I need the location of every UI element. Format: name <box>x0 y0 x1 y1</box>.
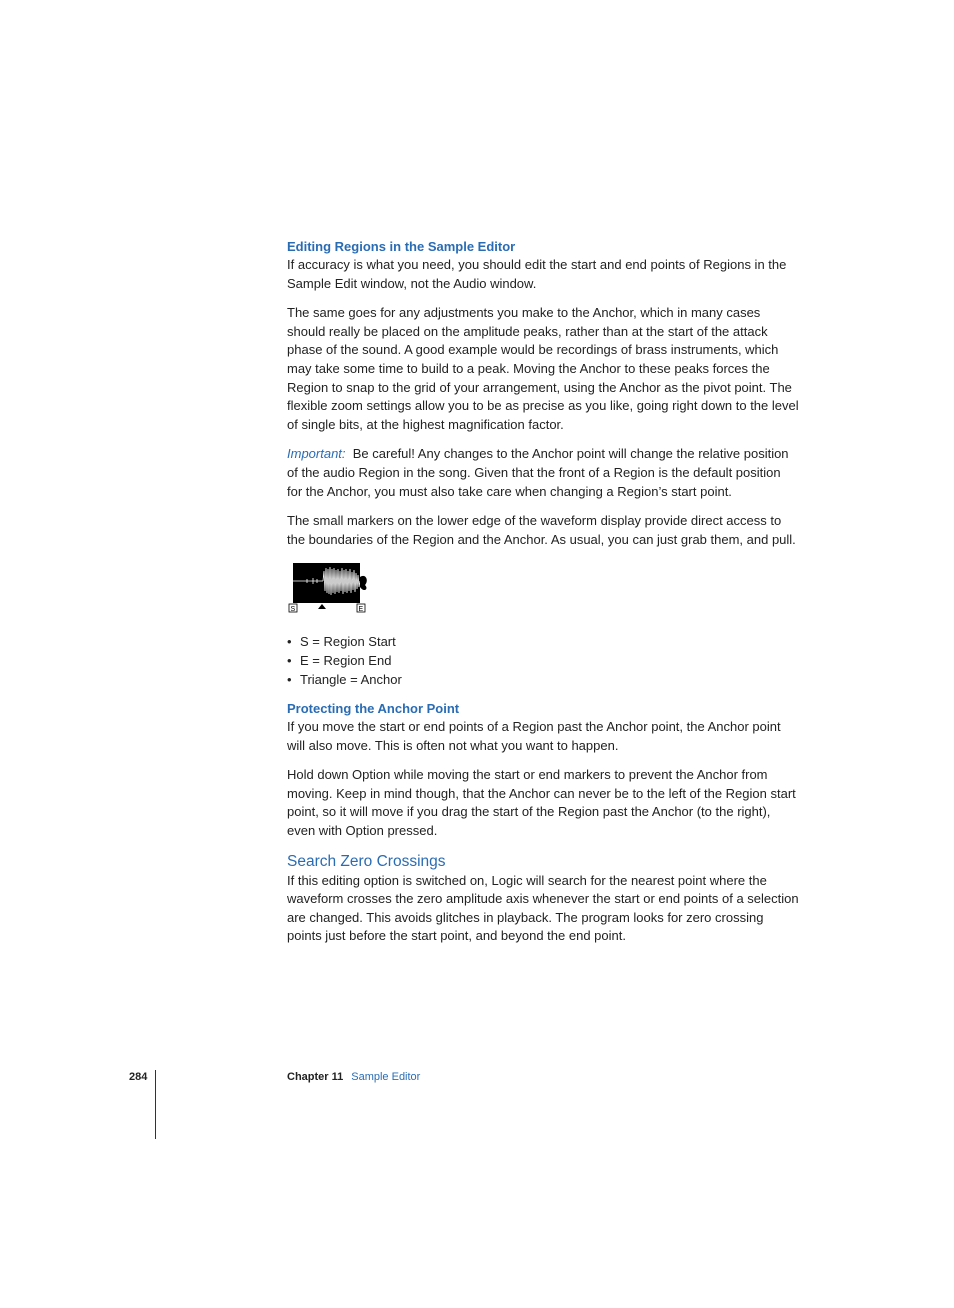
region-start-marker-label: S <box>290 606 296 614</box>
list-item: • Triangle = Anchor <box>287 671 799 690</box>
marker-legend-list <box>287 633 799 689</box>
anchor-marker[interactable] <box>318 604 326 609</box>
paragraph: The same goes for any adjustments you make to the Anchor, which in many cases should really be placed on the amplitude peaks, rather than at the start of the attack phase of the sound. A good example would be recordings of brass instruments, which may take some time to build to a peak. Moving the Anchor to these peaks forces the Region to snap to the grid of your arrangement, using the Anchor as the pivot point. The flexible zoom settings allow you to be as precise as you like, going right down to the level of single bits, at the highest magnification factor. <box>287 305 799 432</box>
important-text: Be careful! Any changes to the Anchor point will change the relative position of the audio Region in the song. Given that the front of a Region is the default position for the Anchor, you must also take care when changing a Region’s start point. <box>287 446 789 499</box>
page-content <box>287 237 799 957</box>
paragraph: If you move the start or end points of a Region past the Anchor point, the Anchor point will also move. This is often not what you want to happen. <box>287 719 781 753</box>
list-item: • E = Region End <box>287 652 799 671</box>
chapter-title-link[interactable]: Sample Editor <box>351 1071 421 1083</box>
paragraph: Hold down Option while moving the start or end markers to prevent the Anchor from moving. Keep in mind though, that the Anchor can never be to the left of the Region start point, so it will move if you drag the start of the Region past the Anchor (to the right), even with Option pressed. <box>287 767 796 839</box>
footer-divider <box>155 1070 156 1139</box>
section-heading-editing-regions: Editing Regions in the Sample Editor <box>287 239 516 254</box>
paragraph: If this editing option is switched on, Logic will search for the nearest point where the waveform crosses the zero amplitude axis whenever the start or end points of a selection are changed. This avoids glitches in playback. The program looks for zero crossing points just before the start point, and beyond the end point. <box>287 872 799 944</box>
region-end-marker-label: E <box>358 606 364 614</box>
section-heading-protecting-anchor: Protecting the Anchor Point <box>287 701 460 717</box>
important-label: Important: <box>287 446 346 462</box>
chapter-footer <box>287 1070 420 1085</box>
important-note <box>287 445 799 501</box>
page-number: 284 <box>129 1071 148 1083</box>
paragraph: If accuracy is what you need, you should edit the start and end points of Regions in the Sample Edit window, not the Audio window. <box>287 257 787 291</box>
paragraph: The small markers on the lower edge of the waveform display provide direct access to the boundaries of the Region and the Anchor. As usual, you can just grab them, and pull. <box>287 513 796 547</box>
section-heading-search-zero-crossings: Search Zero Crossings <box>287 852 446 870</box>
list-item: • S = Region Start <box>287 633 799 652</box>
chapter-label: Chapter 11 <box>287 1071 344 1083</box>
waveform-figure <box>287 563 369 613</box>
waveform-display <box>287 563 369 613</box>
waveform-tail <box>360 576 367 590</box>
